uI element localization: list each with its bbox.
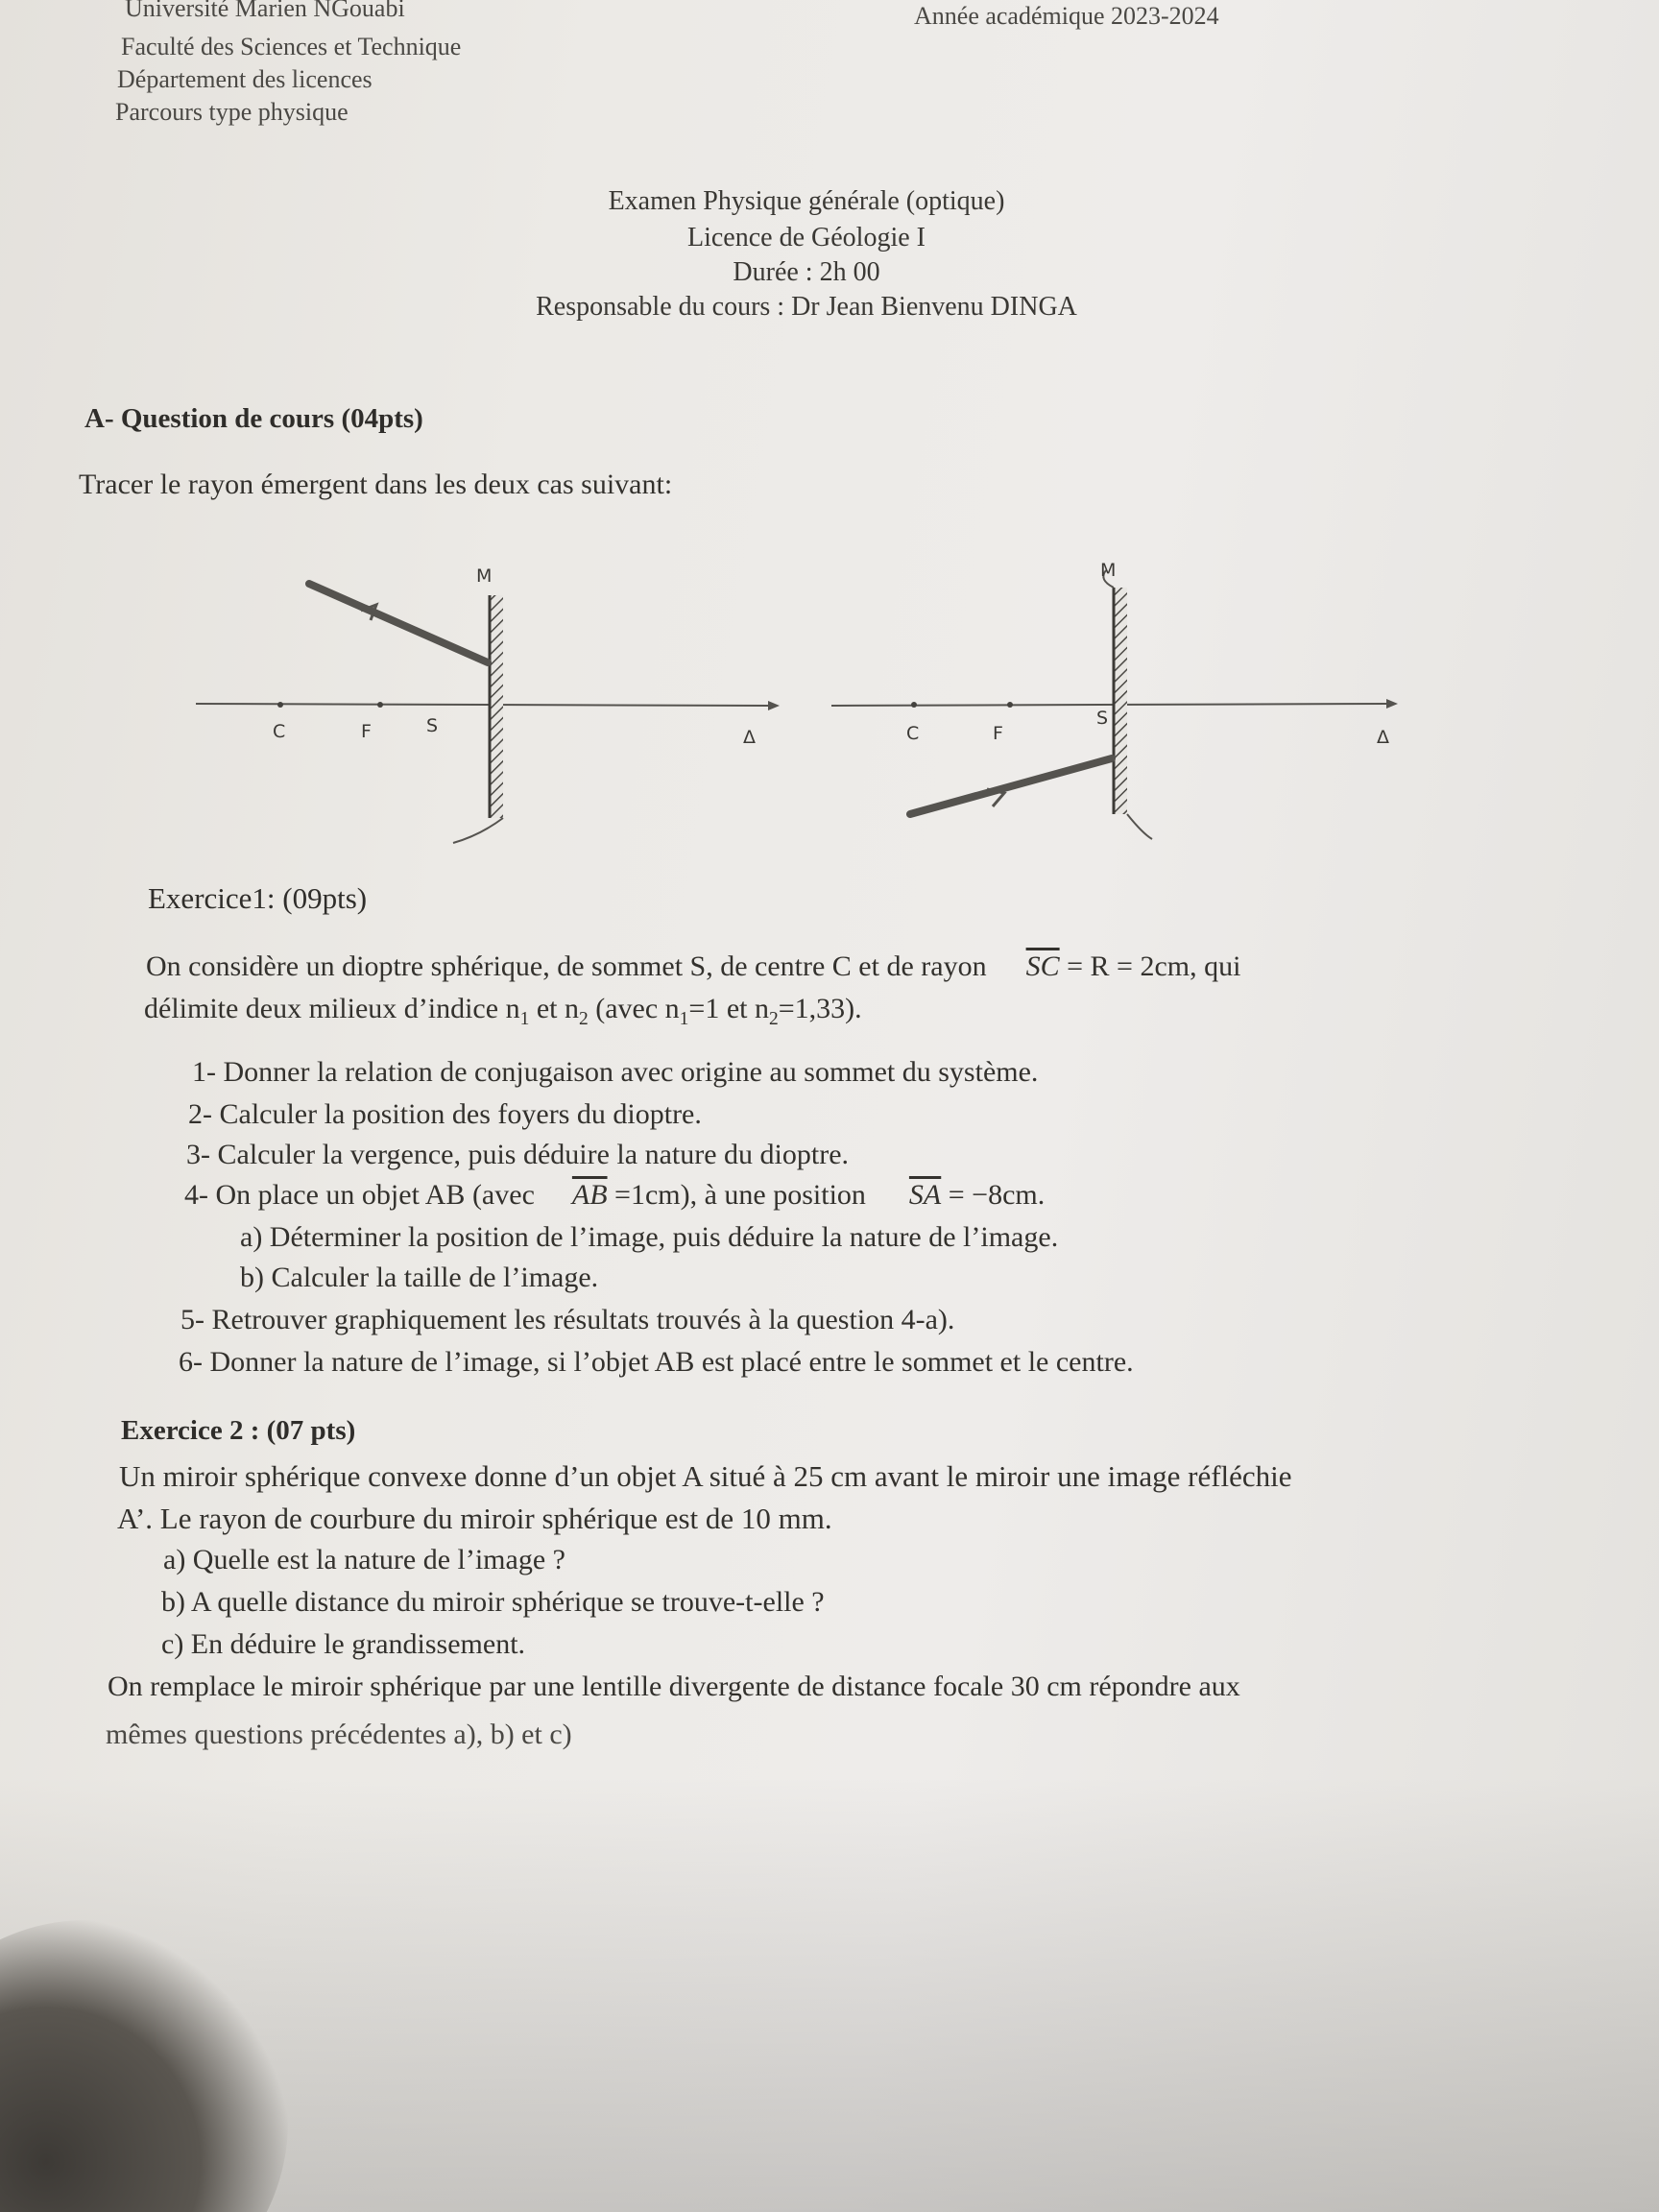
mirror-diagrams	[173, 547, 1421, 854]
right-axis-arrow	[1386, 699, 1398, 709]
table-corner	[0, 1920, 288, 2212]
left-label-c: C	[273, 721, 286, 742]
exam-title: Examen Physique générale (optique)	[608, 186, 1005, 216]
right-label-s: S	[1096, 708, 1109, 729]
program-title: Licence de Géologie I	[687, 223, 926, 252]
right-mirror-hatching	[1114, 588, 1127, 814]
left-incident-ray	[309, 584, 488, 662]
right-mirror-tail	[1127, 814, 1152, 839]
right-label-f: F	[993, 723, 1003, 744]
academic-year: Année académique 2023-2024	[914, 2, 1219, 30]
exercise1-q4b: b) Calculer la taille de l’image.	[240, 1262, 599, 1293]
exercise2-heading: Exercice 2 : (07 pts)	[121, 1415, 356, 1446]
left-mirror-tail	[453, 818, 503, 843]
subscript-2: 2	[578, 1009, 589, 1029]
university-name: Université Marien NGouabi	[125, 0, 405, 22]
exercise1-q3: 3- Calculer la vergence, puis déduire la nature du dioptre.	[186, 1139, 850, 1170]
department-name: Département des licences	[117, 65, 373, 93]
vector-sc: $\overline{SC}$	[1025, 950, 1060, 982]
exercise1-q2: 2- Calculer la position des foyers du dioptre.	[188, 1098, 702, 1130]
exercise2-qa: a) Quelle est la nature de l’image ?	[163, 1544, 565, 1575]
right-point-f	[1007, 702, 1013, 708]
exercise1-q4a: a) Déterminer la position de l’image, puis déduire la nature de l’image.	[240, 1221, 1059, 1253]
course-teacher: Responsable du cours : Dr Jean Bienvenu DINGA	[536, 292, 1077, 322]
exercise2-lens-line1: On remplace le miroir sphérique par une lentille divergente de distance focale 30 cm répondre aux	[108, 1671, 1240, 1702]
exercise1-q4	[184, 1179, 1045, 1212]
right-point-c	[911, 702, 917, 708]
q4-text-c: = −8cm.	[941, 1179, 1046, 1211]
subscript-1b: 1	[679, 1009, 689, 1029]
exam-duration: Durée : 2h 00	[733, 257, 880, 287]
faculty-name: Faculté des Sciences et Technique	[121, 33, 462, 60]
exercise1-intro-line2	[144, 993, 862, 1030]
subscript-2b: 2	[769, 1009, 779, 1029]
vector-ab: $\overline{AB}$	[571, 1179, 608, 1211]
exercise1-intro-text: On considère un dioptre sphérique, de sommet S, de centre C et de rayon	[146, 950, 987, 982]
track-name: Parcours type physique	[115, 98, 349, 126]
indices-text-e: =1,33).	[778, 993, 862, 1024]
exercise1-heading: Exercice1: (09pts)	[148, 881, 368, 915]
indices-text-b: et n	[529, 993, 579, 1024]
exercise1-intro-line1	[146, 950, 1240, 983]
radius-value: = R = 2cm, qui	[1059, 950, 1241, 982]
right-incident-ray	[910, 758, 1112, 814]
left-axis-arrow	[768, 701, 780, 710]
left-figure	[196, 565, 780, 843]
left-label-s: S	[426, 715, 439, 736]
exercise1-q6: 6- Donner la nature de l’image, si l’objet AB est placé entre le sommet et le centre.	[179, 1346, 1134, 1378]
indices-text-d: =1 et n	[688, 993, 769, 1024]
left-label-f: F	[361, 721, 372, 742]
exercise2-qc: c) En déduire le grandissement.	[161, 1628, 526, 1660]
subscript-1: 1	[519, 1009, 530, 1029]
right-label-delta: Δ	[1377, 727, 1389, 748]
indices-text-c: (avec n	[588, 993, 680, 1024]
exercise2-qb: b) A quelle distance du miroir sphérique se trouve-t-elle ?	[161, 1586, 825, 1618]
exercise2-lens-line2: mêmes questions précédentes a), b) et c)	[106, 1719, 572, 1750]
q4-text-b: =1cm), à une position	[607, 1179, 866, 1211]
section-a-heading: A- Question de cours (04pts)	[84, 403, 423, 434]
section-a-instruction: Tracer le rayon émergent dans les deux cas suivant:	[79, 469, 673, 500]
exercise2-intro-line1: Un miroir sphérique convexe donne d’un objet A situé à 25 cm avant le miroir une image réfléchie	[119, 1459, 1292, 1493]
right-figure	[831, 560, 1398, 839]
left-label-m: M	[476, 565, 493, 587]
right-label-c: C	[906, 723, 920, 744]
left-label-delta: Δ	[743, 727, 756, 748]
left-point-c	[277, 702, 283, 708]
exercise2-intro-line2: A’. Le rayon de courbure du miroir sphérique est de 10 mm.	[117, 1502, 832, 1535]
exercise1-q5: 5- Retrouver graphiquement les résultats trouvés à la question 4-a).	[180, 1304, 955, 1335]
q4-text-a: 4- On place un objet AB (avec	[184, 1179, 535, 1211]
vector-sa: $\overline{SA}$	[908, 1179, 942, 1211]
left-mirror-hatching	[490, 595, 503, 818]
left-point-f	[377, 702, 383, 708]
exercise1-q1: 1- Donner la relation de conjugaison avec origine au sommet du système.	[192, 1056, 1039, 1088]
right-label-m: M	[1100, 560, 1117, 581]
indices-text-a: délimite deux milieux d’indice n	[144, 993, 520, 1024]
